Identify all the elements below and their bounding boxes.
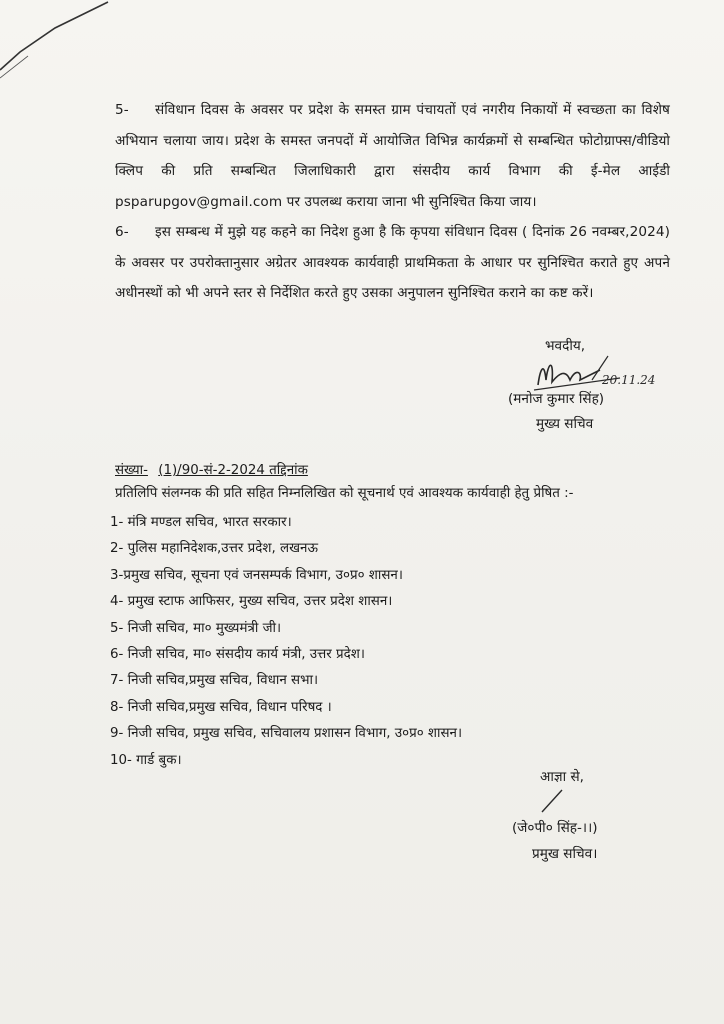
reference-line [115, 460, 308, 478]
signatory-name: (मनोज कुमार सिंह) [508, 391, 605, 407]
list-item: 9- निजी सचिव, प्रमुख सचिव, सचिवालय प्रशासन विभाग, उ०प्र० शासन। [110, 726, 463, 742]
paragraph-5 [115, 95, 670, 217]
by-order-text: आज्ञा से, [540, 769, 584, 785]
list-item: 8- निजी सचिव,प्रमुख सचिव, विधान परिषद । [110, 699, 332, 715]
paragraph-number: 5- [115, 102, 129, 118]
signatory-designation: मुख्य सचिव [536, 416, 594, 432]
copy-to-intro: प्रतिलिपि संलग्नक की प्रति सहित निम्नलिखित को सूचनार्थ एवं आवश्यक कार्यवाही हेतु प्रेषित :- [115, 486, 574, 501]
second-signatory-name: (जे०पी० सिंह-।।) [512, 820, 598, 836]
signature-date: 20.11.24 [602, 373, 656, 387]
list-item: 1- मंत्रि मण्डल सचिव, भारत सरकार। [110, 515, 292, 530]
list-item: 10- गार्ड बुक। [110, 752, 182, 768]
reference-number: (1)/90-सं-2-2024 तद्दिनांक [158, 463, 308, 478]
list-item: 3-प्रमुख सचिव, सूचना एवं जनसम्पर्क विभाग, उ०प्र० शासन। [110, 567, 403, 583]
initial-mark [538, 786, 568, 816]
list-item: 6- निजी सचिव, मा० संसदीय कार्य मंत्री, उत्तर प्रदेश। [110, 646, 365, 662]
copy-to-list [110, 510, 462, 774]
list-item: 2- पुलिस महानिदेशक,उत्तर प्रदेश, लखनऊ [110, 541, 318, 557]
corner-pen-mark [0, 0, 120, 90]
second-signatory-designation: प्रमुख सचिव। [532, 846, 598, 862]
reference-label: संख्या- [115, 463, 148, 478]
paragraph-number: 6- [115, 224, 129, 240]
paragraph-text: संविधान दिवस के अवसर पर प्रदेश के समस्त ग्राम पंचायतों एवं नगरीय निकायों में स्वच्छता का विशेष अभियान चलाया जाय। प्रदेश के समस्त जनपदों में आयोजित विभिन्न कार्यक्रमों से सम्बन्धित फोटोग्राफ्स/वीडियो क्लिप की प्रति सम्बन्धित जिलाधिकारी द्वारा संसदीय कार्य विभाग की ई-मेल आईडी psparupgov@gmail.com पर उपलब्ध कराया जाना भी सुनिश्चित किया जाय। [115, 102, 670, 210]
list-item: 5- निजी सचिव, मा० मुख्यमंत्री जी। [110, 620, 282, 636]
closing-salutation: भवदीय, [545, 338, 586, 354]
list-item: 4- प्रमुख स्टाफ आफिसर, मुख्य सचिव, उत्तर प्रदेश शासन। [110, 594, 393, 610]
paragraph-text: इस सम्बन्ध में मुझे यह कहने का निदेश हुआ है कि कृपया संविधान दिवस ( दिनांक 26 नवम्बर,2024) के अवसर पर उपरोक्तानुसार अग्रेतर आवश्यक कार्यवाही प्राथमिकता के आधार पर सुनिश्चित कराते हुए अपने अधीनस्थों को भी अपने स्तर से निर्देशित करते हुए उसका अनुपालन सुनिश्चित कराने का कष्ट करें। [115, 224, 670, 301]
paragraph-6 [115, 217, 670, 309]
list-item: 7- निजी सचिव,प्रमुख सचिव, विधान सभा। [110, 673, 319, 689]
